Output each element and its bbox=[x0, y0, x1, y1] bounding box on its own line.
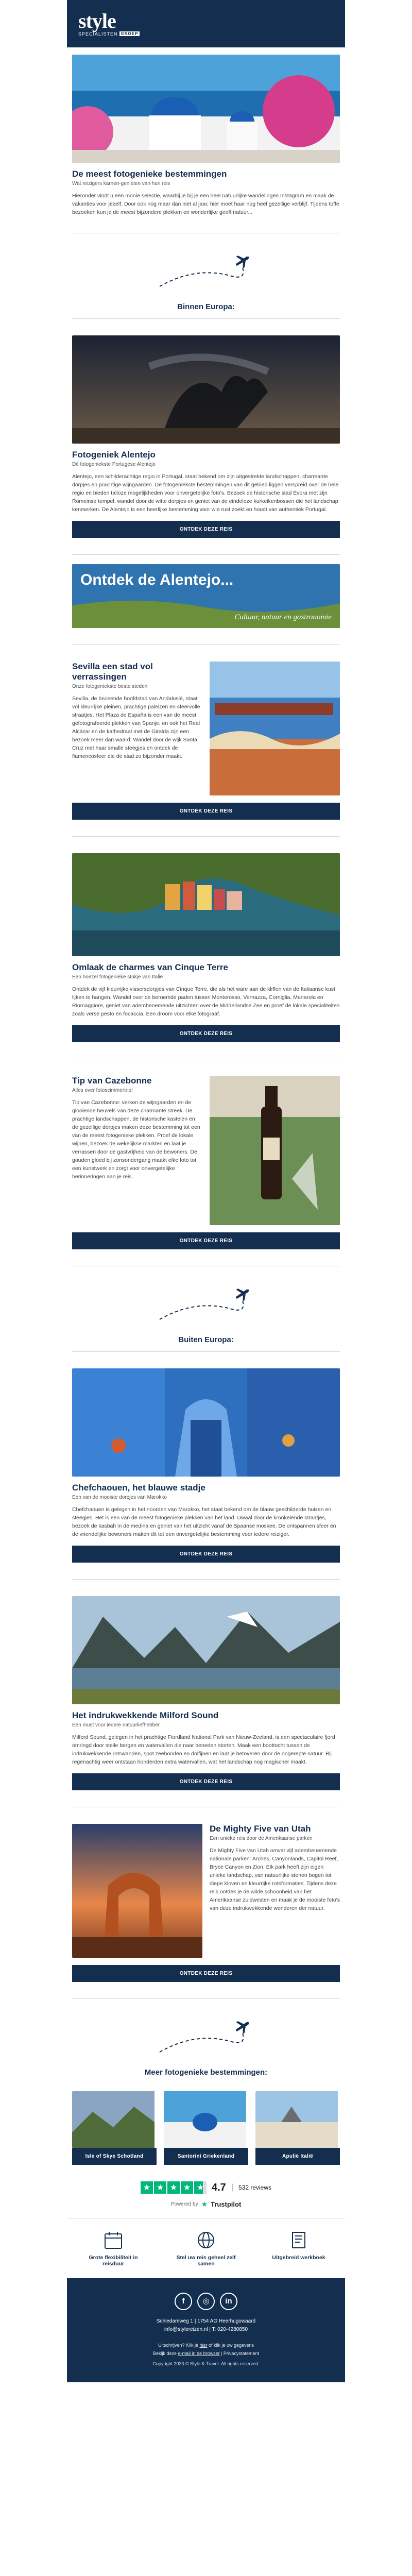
usp-bar bbox=[67, 2218, 345, 2278]
unsubscribe-link[interactable]: hier bbox=[199, 2343, 208, 2348]
utah-cta-button[interactable]: ONTDEK DEZE REIS bbox=[72, 1965, 340, 1982]
email-header bbox=[67, 0, 345, 47]
trustpilot-star-icon: ★ bbox=[201, 2200, 208, 2208]
more-destinations-section bbox=[67, 2008, 345, 2172]
cazebonne-title: Tip van Cazebonne bbox=[72, 1076, 152, 1086]
section-divider bbox=[72, 1351, 340, 1352]
utah-image[interactable] bbox=[72, 1824, 202, 1958]
airplane-icon bbox=[154, 245, 258, 297]
hero-section bbox=[67, 47, 345, 224]
footer-browser: Bekijk deze e-mail in de browser | Privacystatement bbox=[153, 2351, 259, 2356]
skye-image[interactable] bbox=[72, 2091, 157, 2148]
instagram-icon[interactable]: ◎ bbox=[197, 2293, 215, 2310]
globe-icon bbox=[196, 2230, 216, 2250]
skye-button[interactable]: Isle of Skye Schotland bbox=[72, 2148, 157, 2165]
more-item-skye[interactable] bbox=[72, 2091, 157, 2165]
usp-label: Grote flexibiliteit in reisduur bbox=[89, 2255, 138, 2267]
usp-label: Stel uw reis geheel zelf samen bbox=[176, 2255, 236, 2267]
social-links bbox=[77, 2293, 335, 2310]
alentejo-banner-image[interactable] bbox=[72, 564, 340, 628]
cinque-image[interactable] bbox=[72, 853, 340, 956]
banner-title: Ontdek de Alentejo... bbox=[80, 571, 234, 588]
section-divider bbox=[72, 318, 340, 319]
utah-subtitle: Een unieke reis door de Amerikaanse parken bbox=[210, 1836, 313, 1841]
trustpilot-brand: Trustpilot bbox=[211, 2200, 242, 2208]
email-container bbox=[67, 0, 345, 2382]
section-divider bbox=[72, 554, 340, 555]
cazebonne-cta-button[interactable]: ONTDEK DEZE REIS bbox=[72, 1232, 340, 1249]
usp-workbook bbox=[268, 2230, 330, 2267]
more-item-apulie[interactable] bbox=[255, 2091, 340, 2165]
star-icon: ★ bbox=[167, 2181, 180, 2194]
milford-section bbox=[67, 1589, 345, 1798]
utah-title: De Mighty Five van Utah bbox=[210, 1824, 311, 1834]
santorini-image[interactable] bbox=[164, 2091, 248, 2148]
chefchaouen-body: Chefchaouen is gelegen in het noorden van Marokko, het staat bekend om de blauw geschilderde huizen en steegjes. Het is een van de meest fotogenieke plekken van het land. Dwaal door de kronkelende straatjes, bezoek de kasbah in de medina en geniet van het uitzicht vanaf de Spaanse moskee. De ontspannen sfeer en de vriendelijke bewoners maken dit tot een onvergetelijke bestemming voor iedere reiziger. bbox=[72, 1506, 336, 1537]
star-icon: ★ bbox=[141, 2181, 153, 2194]
santorini-button[interactable]: Santorini Griekenland bbox=[164, 2148, 248, 2165]
powered-by bbox=[67, 2200, 345, 2209]
milford-body: Milford Sound, gelegen in het prachtige Fiordland National Park van Nieuw-Zeeland, is een spectaculaire fjord omringd door steile bergen en watervallen die naar beneden storten. Maak een boottocht tussen de indrukwekkende rotswanden, spot zeehonden en dolfijnen en laat je betoveren door de ongerepte natuur. Bij regenachtig weer ontstaan honderden extra watervallen, wat het landschap nog magischer maakt. bbox=[72, 1734, 335, 1765]
sevilla-cta-button[interactable]: ONTDEK DEZE REIS bbox=[72, 803, 340, 820]
view-in-browser-link[interactable]: e-mail in de browser bbox=[178, 2351, 220, 2356]
sevilla-title: Sevilla een stad vol verrassingen bbox=[72, 662, 153, 682]
star-icon: ★ bbox=[181, 2181, 193, 2194]
powered-label: Powered by bbox=[170, 2201, 198, 2207]
milford-cta-button[interactable]: ONTDEK DEZE REIS bbox=[72, 1773, 340, 1790]
hero-title: De meest fotogenieke bestemmingen bbox=[72, 169, 227, 179]
hero-image-santorini[interactable] bbox=[72, 55, 340, 163]
europe-inside-header bbox=[67, 243, 345, 311]
chefchaouen-subtitle: Een van de mooiste dorpjes van Marokko bbox=[72, 1495, 167, 1500]
logo-tag: GROEP bbox=[119, 31, 140, 36]
rating-value: 4.7 bbox=[212, 2181, 226, 2193]
usp-custom-trip bbox=[175, 2230, 237, 2267]
logo-word: style bbox=[78, 9, 116, 32]
cinque-title: Omlaak de charmes van Cinque Terre bbox=[72, 962, 228, 972]
section-heading: Buiten Europa: bbox=[178, 1335, 234, 1344]
footer-contact[interactable]: info@stylereizen.nl | T: 020-4280850 bbox=[164, 2327, 248, 2332]
footer-address: Schiedamweg 1 | 1754 AG Heerhugowaard bbox=[156, 2318, 256, 2324]
review-count: 532 reviews bbox=[238, 2184, 271, 2191]
alentejo-image[interactable] bbox=[72, 335, 340, 444]
cinque-subtitle: Een hoezel fotogenieke stukje van Italië bbox=[72, 974, 163, 980]
alentejo-title: Fotogeniek Alentejo bbox=[72, 450, 156, 460]
cazebonne-section bbox=[67, 1069, 345, 1257]
usp-flexibility bbox=[82, 2230, 144, 2267]
plane-route-graphic bbox=[67, 243, 345, 299]
milford-image[interactable] bbox=[72, 1596, 340, 1704]
alentejo-cta-button[interactable]: ONTDEK DEZE REIS bbox=[72, 521, 340, 538]
usp-label: Uitgebreid werkboek bbox=[272, 2255, 325, 2261]
sevilla-text bbox=[72, 662, 202, 795]
utah-text bbox=[210, 1824, 340, 1958]
section-heading: Binnen Europa: bbox=[177, 302, 235, 311]
alentejo-section bbox=[67, 328, 345, 545]
star-icon: ★ bbox=[194, 2181, 207, 2194]
alentejo-banner bbox=[67, 564, 345, 635]
milford-subtitle: Een must voor iedere natuurliefhebber bbox=[72, 1722, 160, 1728]
utah-body: De Mighty Five van Utah omvat vijf adembenemende nationale parken: Arches, Canyonlands, Capitol Reef, Bryce Canyon en Zion. Elk park heeft zijn eigen unieke landschap, van natuurlijke stenen bogen tot diepe kloven en kleurrijke rotsformaties. Tijdens deze reis ontdek je de wilde schoonheid van het Amerikaanse zuidwesten en maak je de mooiste foto's van deze indrukwekkende wonderen der natuur. bbox=[210, 1848, 340, 1911]
alentejo-subtitle: Dé fotogeniekste Portugese Alentejo bbox=[72, 462, 156, 467]
airplane-icon bbox=[154, 1278, 258, 1330]
logo-subline bbox=[78, 31, 140, 37]
separator: | bbox=[231, 2183, 233, 2192]
star-icon: ★ bbox=[154, 2181, 166, 2194]
milford-title: Het indrukwekkende Milford Sound bbox=[72, 1710, 219, 1720]
section-divider bbox=[72, 1998, 340, 1999]
chefchaouen-title: Chefchaouen, het blauwe stadje bbox=[72, 1483, 205, 1493]
europe-outside-header bbox=[67, 1276, 345, 1344]
cinque-body: Ontdek de vijf kleurrijke vissersdorpjes van Cinque Terre, die als het ware aan de kliffen van de Italiaanse kust lijken te hangen. Wandel over de beroemde paden tussen Monterosso, Vernazza, Corniglia, Manarola en Riomaggiore, geniet van adembenemende uitzichten over de Middellandse Zee en proef de lokale specialiteiten zoals verse pesto en focaccia. Een droom voor elke fotograaf. bbox=[72, 986, 340, 1017]
chefchaouen-image[interactable] bbox=[72, 1368, 340, 1477]
utah-section bbox=[67, 1817, 345, 1989]
cazebonne-body: Tip van Cazebonne: verken de wijngaarden en de glooiende heuvels van deze charmante streek. De prachtige landschappen, de historische kastelen en de gezellige dorpjes maken deze bestemming tot een van de meest fotogenieke plekken. Proef de lokale wijnen, bezoek de wekelijkse markten en laat je verrassen door de gastvrijheid van de bewoners. De gouden gloed bij zonsondergang maakt elke foto tot een kunstwerk en zorgt voor onvergetelijke herinneringen aan je reis. bbox=[72, 1099, 200, 1180]
more-item-santorini[interactable] bbox=[164, 2091, 248, 2165]
sevilla-image[interactable] bbox=[210, 662, 340, 795]
section-divider bbox=[72, 836, 340, 837]
cazebonne-subtitle: Alles over fotoscimmertrip! bbox=[72, 1088, 133, 1093]
chefchaouen-cta-button[interactable]: ONTDEK DEZE REIS bbox=[72, 1546, 340, 1563]
sevilla-subtitle: Onze fotogeniekste beste steden bbox=[72, 684, 148, 689]
hero-body: Hieronder vindt u een mooie selectie, waarbij je bij je een heel natuurlijke wandelingen Instagram en maak de vakanties voor jezelf. Door ook nog maar dan niet al jaar, hier moet haar nog heel gezellige verblijf. Tijdens toffe bezoeken kun je de meest bijzondere plekken en wonderlijke geeft natuur... bbox=[72, 193, 339, 215]
facebook-icon[interactable]: f bbox=[175, 2293, 192, 2310]
book-icon bbox=[288, 2230, 309, 2250]
hero-subtitle: Wat reizigers karnen-genieten van hun reis bbox=[72, 181, 170, 187]
trustpilot-reviews[interactable] bbox=[67, 2172, 345, 2203]
rating-stars bbox=[141, 2181, 207, 2194]
airplane-icon bbox=[154, 2011, 258, 2062]
cinque-section bbox=[67, 846, 345, 1049]
cazebonne-image[interactable] bbox=[210, 1076, 340, 1225]
apulie-image[interactable] bbox=[255, 2091, 340, 2148]
sevilla-body: Sevilla, de bruisende hoofdstad van Andalusië, staat vol kleurrijke pleinen, prachtige paleizen en sfeervolle straatjes. Het Plaza de España is een van de meest gefotografeerde plekken van Spanje, en ook het Real Alcázar en de kathedraal met de Giralda zijn een bezoek meer dan waard. Wandel door de wijk Santa Cruz met haar smalle steegjes en ontdek de flamencosfeer die de stad zo bijzonder maakt. bbox=[72, 696, 200, 759]
chefchaouen-section bbox=[67, 1361, 345, 1570]
plane-route-graphic bbox=[67, 1276, 345, 1332]
alentejo-body: Alentejo, een schilderachtige regio in Portugal, staat bekend om zijn uitgestrekte landschappen, charmante dorpjes en prachtige wijngaarden. De fotogeniekste bestemmingen van dit gebied liggen verspreid over de hele regio en bieden talloze mogelijkheden voor onvergetelijke foto's. Bezoek de historische stad Évora met zijn Romeinse tempel, wandel door de witte dorpjes en geniet van de eindeloze kurkeikenbossen die het landschap kenmerken. De Alentejo is een heerlijke bestemming voor wie rust zoekt en houdt van authentiek Portugal. bbox=[72, 473, 339, 513]
cinque-cta-button[interactable]: ONTDEK DEZE REIS bbox=[72, 1025, 340, 1042]
section-divider bbox=[72, 1579, 340, 1580]
footer-copyright: Copyright 2023 © Style & Travel. All rights reserved. bbox=[152, 2361, 260, 2366]
cazebonne-text bbox=[72, 1076, 202, 1225]
brand-logo[interactable] bbox=[78, 11, 140, 37]
apulie-button[interactable]: Apulië Italië bbox=[255, 2148, 340, 2165]
more-title: Meer fotogenieke bestemmingen: bbox=[144, 2068, 268, 2077]
plane-route-graphic bbox=[67, 2008, 345, 2065]
banner-tagline: Cultuur, natuur en gastronomie bbox=[234, 613, 332, 621]
email-footer bbox=[67, 2278, 345, 2382]
linkedin-icon[interactable]: in bbox=[220, 2293, 237, 2310]
footer-unsubscribe: Uitschrijven? Klik je hier of klik je uw gegevens bbox=[158, 2343, 254, 2348]
calendar-icon bbox=[103, 2230, 124, 2250]
sevilla-section bbox=[67, 654, 345, 827]
logo-sub: SPECIALISTEN bbox=[78, 31, 118, 37]
